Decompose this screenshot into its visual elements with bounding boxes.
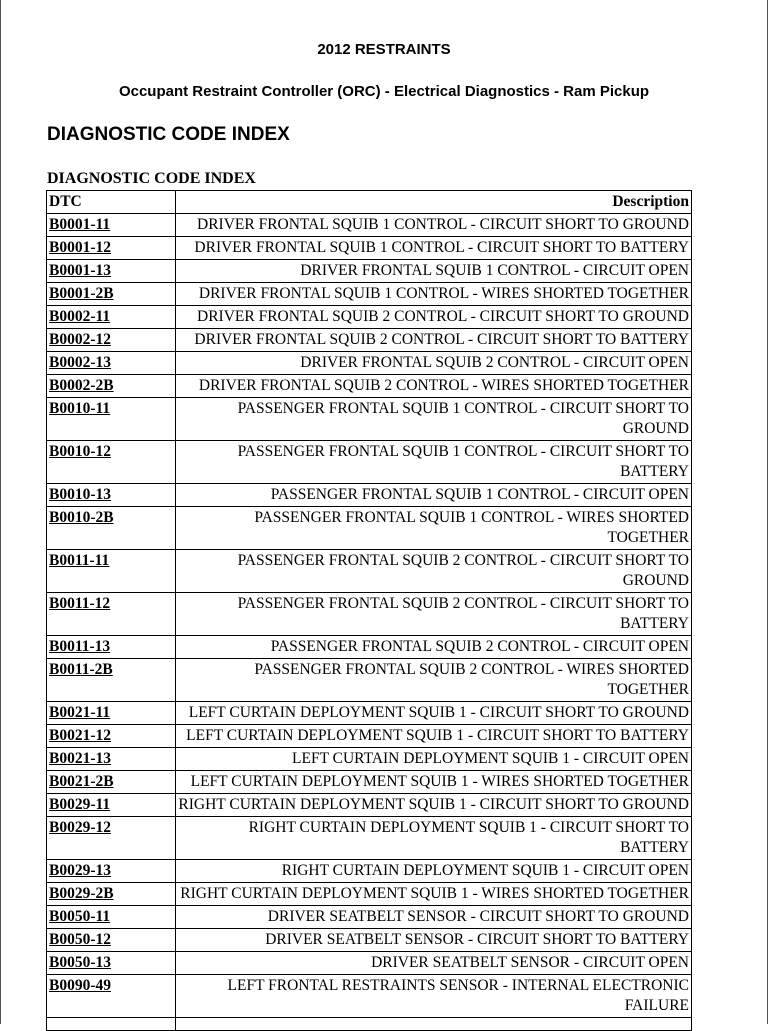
table-row bbox=[47, 748, 692, 771]
dtc-description: DRIVER FRONTAL SQUIB 1 CONTROL - CIRCUIT SHORT TO BATTERY bbox=[176, 237, 692, 260]
dtc-description: DRIVER SEATBELT SENSOR - CIRCUIT SHORT TO BATTERY bbox=[176, 929, 692, 952]
dtc-description: LEFT CURTAIN DEPLOYMENT SQUIB 1 - CIRCUIT SHORT TO GROUND bbox=[176, 702, 692, 725]
table-body bbox=[47, 214, 692, 1031]
dtc-code-link[interactable]: B0002-2B bbox=[47, 375, 176, 398]
dtc-code-link[interactable]: B0090-49 bbox=[47, 975, 176, 1018]
dtc-description: DRIVER FRONTAL SQUIB 1 CONTROL - WIRES SHORTED TOGETHER bbox=[176, 283, 692, 306]
table-row bbox=[47, 906, 692, 929]
dtc-code-link[interactable]: B0011-12 bbox=[47, 593, 176, 636]
dtc-description: DRIVER FRONTAL SQUIB 2 CONTROL - CIRCUIT SHORT TO BATTERY bbox=[176, 329, 692, 352]
table-header-row bbox=[47, 191, 692, 214]
dtc-code-link[interactable]: B0010-11 bbox=[47, 398, 176, 441]
table-row bbox=[47, 659, 692, 702]
table-row bbox=[47, 636, 692, 659]
diagnostic-code-table bbox=[46, 190, 692, 1031]
dtc-description: RIGHT CURTAIN DEPLOYMENT SQUIB 1 - WIRES SHORTED TOGETHER bbox=[176, 883, 692, 906]
table-row-spacer bbox=[47, 1018, 692, 1031]
table-caption: DIAGNOSTIC CODE INDEX bbox=[47, 170, 256, 187]
table-row bbox=[47, 929, 692, 952]
document-header-subtitle: Occupant Restraint Controller (ORC) - Electrical Diagnostics - Ram Pickup bbox=[118, 83, 650, 100]
dtc-code-link[interactable]: B0010-13 bbox=[47, 484, 176, 507]
dtc-description: PASSENGER FRONTAL SQUIB 2 CONTROL - CIRCUIT OPEN bbox=[176, 636, 692, 659]
dtc-code-link[interactable]: B0021-11 bbox=[47, 702, 176, 725]
dtc-code-link[interactable]: B0001-11 bbox=[47, 214, 176, 237]
dtc-code-link[interactable]: B0011-13 bbox=[47, 636, 176, 659]
table-row bbox=[47, 817, 692, 860]
table-row bbox=[47, 214, 692, 237]
dtc-description: DRIVER FRONTAL SQUIB 1 CONTROL - CIRCUIT OPEN bbox=[176, 260, 692, 283]
table-row bbox=[47, 975, 692, 1018]
dtc-description: PASSENGER FRONTAL SQUIB 2 CONTROL - CIRCUIT SHORT TO BATTERY bbox=[176, 593, 692, 636]
dtc-code-link[interactable]: B0010-12 bbox=[47, 441, 176, 484]
dtc-description: LEFT CURTAIN DEPLOYMENT SQUIB 1 - CIRCUIT OPEN bbox=[176, 748, 692, 771]
table-row bbox=[47, 771, 692, 794]
section-title: DIAGNOSTIC CODE INDEX bbox=[47, 124, 290, 145]
dtc-code-link[interactable]: B0011-11 bbox=[47, 550, 176, 593]
dtc-description: PASSENGER FRONTAL SQUIB 1 CONTROL - CIRCUIT SHORT TO GROUND bbox=[176, 398, 692, 441]
table-row bbox=[47, 952, 692, 975]
page-border-left bbox=[0, 0, 1, 1024]
spacer-cell bbox=[176, 1018, 692, 1031]
dtc-description: RIGHT CURTAIN DEPLOYMENT SQUIB 1 - CIRCUIT OPEN bbox=[176, 860, 692, 883]
dtc-description: LEFT CURTAIN DEPLOYMENT SQUIB 1 - WIRES SHORTED TOGETHER bbox=[176, 771, 692, 794]
table-row bbox=[47, 702, 692, 725]
table-row bbox=[47, 283, 692, 306]
table-row bbox=[47, 306, 692, 329]
table-row bbox=[47, 441, 692, 484]
table-row bbox=[47, 398, 692, 441]
table-row bbox=[47, 484, 692, 507]
table-row bbox=[47, 260, 692, 283]
dtc-code-link[interactable]: B0029-11 bbox=[47, 794, 176, 817]
table-row bbox=[47, 352, 692, 375]
spacer-cell bbox=[47, 1018, 176, 1031]
dtc-description: DRIVER FRONTAL SQUIB 2 CONTROL - WIRES SHORTED TOGETHER bbox=[176, 375, 692, 398]
dtc-code-link[interactable]: B0021-12 bbox=[47, 725, 176, 748]
dtc-description: DRIVER SEATBELT SENSOR - CIRCUIT OPEN bbox=[176, 952, 692, 975]
dtc-description: DRIVER FRONTAL SQUIB 1 CONTROL - CIRCUIT SHORT TO GROUND bbox=[176, 214, 692, 237]
dtc-code-link[interactable]: B0029-12 bbox=[47, 817, 176, 860]
column-header-dtc: DTC bbox=[47, 191, 176, 214]
dtc-description: LEFT CURTAIN DEPLOYMENT SQUIB 1 - CIRCUIT SHORT TO BATTERY bbox=[176, 725, 692, 748]
dtc-code-link[interactable]: B0021-13 bbox=[47, 748, 176, 771]
table-row bbox=[47, 507, 692, 550]
dtc-code-link[interactable]: B0001-13 bbox=[47, 260, 176, 283]
dtc-code-link[interactable]: B0050-12 bbox=[47, 929, 176, 952]
table-row bbox=[47, 550, 692, 593]
dtc-code-link[interactable]: B0050-11 bbox=[47, 906, 176, 929]
dtc-code-link[interactable]: B0011-2B bbox=[47, 659, 176, 702]
table-row bbox=[47, 593, 692, 636]
dtc-code-link[interactable]: B0029-13 bbox=[47, 860, 176, 883]
dtc-description: PASSENGER FRONTAL SQUIB 2 CONTROL - WIRES SHORTED TOGETHER bbox=[176, 659, 692, 702]
dtc-code-link[interactable]: B0001-12 bbox=[47, 237, 176, 260]
column-header-description: Description bbox=[176, 191, 692, 214]
dtc-code-link[interactable]: B0001-2B bbox=[47, 283, 176, 306]
dtc-code-link[interactable]: B0029-2B bbox=[47, 883, 176, 906]
table-row bbox=[47, 237, 692, 260]
dtc-description: PASSENGER FRONTAL SQUIB 1 CONTROL - CIRCUIT OPEN bbox=[176, 484, 692, 507]
table-row bbox=[47, 329, 692, 352]
table-row bbox=[47, 860, 692, 883]
dtc-code-link[interactable]: B0010-2B bbox=[47, 507, 176, 550]
dtc-description: LEFT FRONTAL RESTRAINTS SENSOR - INTERNAL ELECTRONIC FAILURE bbox=[176, 975, 692, 1018]
dtc-description: DRIVER FRONTAL SQUIB 2 CONTROL - CIRCUIT OPEN bbox=[176, 352, 692, 375]
table-row bbox=[47, 883, 692, 906]
dtc-description: PASSENGER FRONTAL SQUIB 2 CONTROL - CIRCUIT SHORT TO GROUND bbox=[176, 550, 692, 593]
dtc-description: PASSENGER FRONTAL SQUIB 1 CONTROL - CIRCUIT SHORT TO BATTERY bbox=[176, 441, 692, 484]
dtc-code-link[interactable]: B0002-12 bbox=[47, 329, 176, 352]
table-row bbox=[47, 794, 692, 817]
dtc-description: DRIVER FRONTAL SQUIB 2 CONTROL - CIRCUIT SHORT TO GROUND bbox=[176, 306, 692, 329]
dtc-description: RIGHT CURTAIN DEPLOYMENT SQUIB 1 - CIRCUIT SHORT TO BATTERY bbox=[176, 817, 692, 860]
table-row bbox=[47, 375, 692, 398]
document-header-title: 2012 RESTRAINTS bbox=[317, 41, 451, 58]
dtc-description: PASSENGER FRONTAL SQUIB 1 CONTROL - WIRES SHORTED TOGETHER bbox=[176, 507, 692, 550]
dtc-code-link[interactable]: B0002-13 bbox=[47, 352, 176, 375]
table-row bbox=[47, 725, 692, 748]
dtc-description: DRIVER SEATBELT SENSOR - CIRCUIT SHORT TO GROUND bbox=[176, 906, 692, 929]
dtc-code-link[interactable]: B0021-2B bbox=[47, 771, 176, 794]
dtc-code-link[interactable]: B0050-13 bbox=[47, 952, 176, 975]
dtc-code-link[interactable]: B0002-11 bbox=[47, 306, 176, 329]
dtc-description: RIGHT CURTAIN DEPLOYMENT SQUIB 1 - CIRCUIT SHORT TO GROUND bbox=[176, 794, 692, 817]
